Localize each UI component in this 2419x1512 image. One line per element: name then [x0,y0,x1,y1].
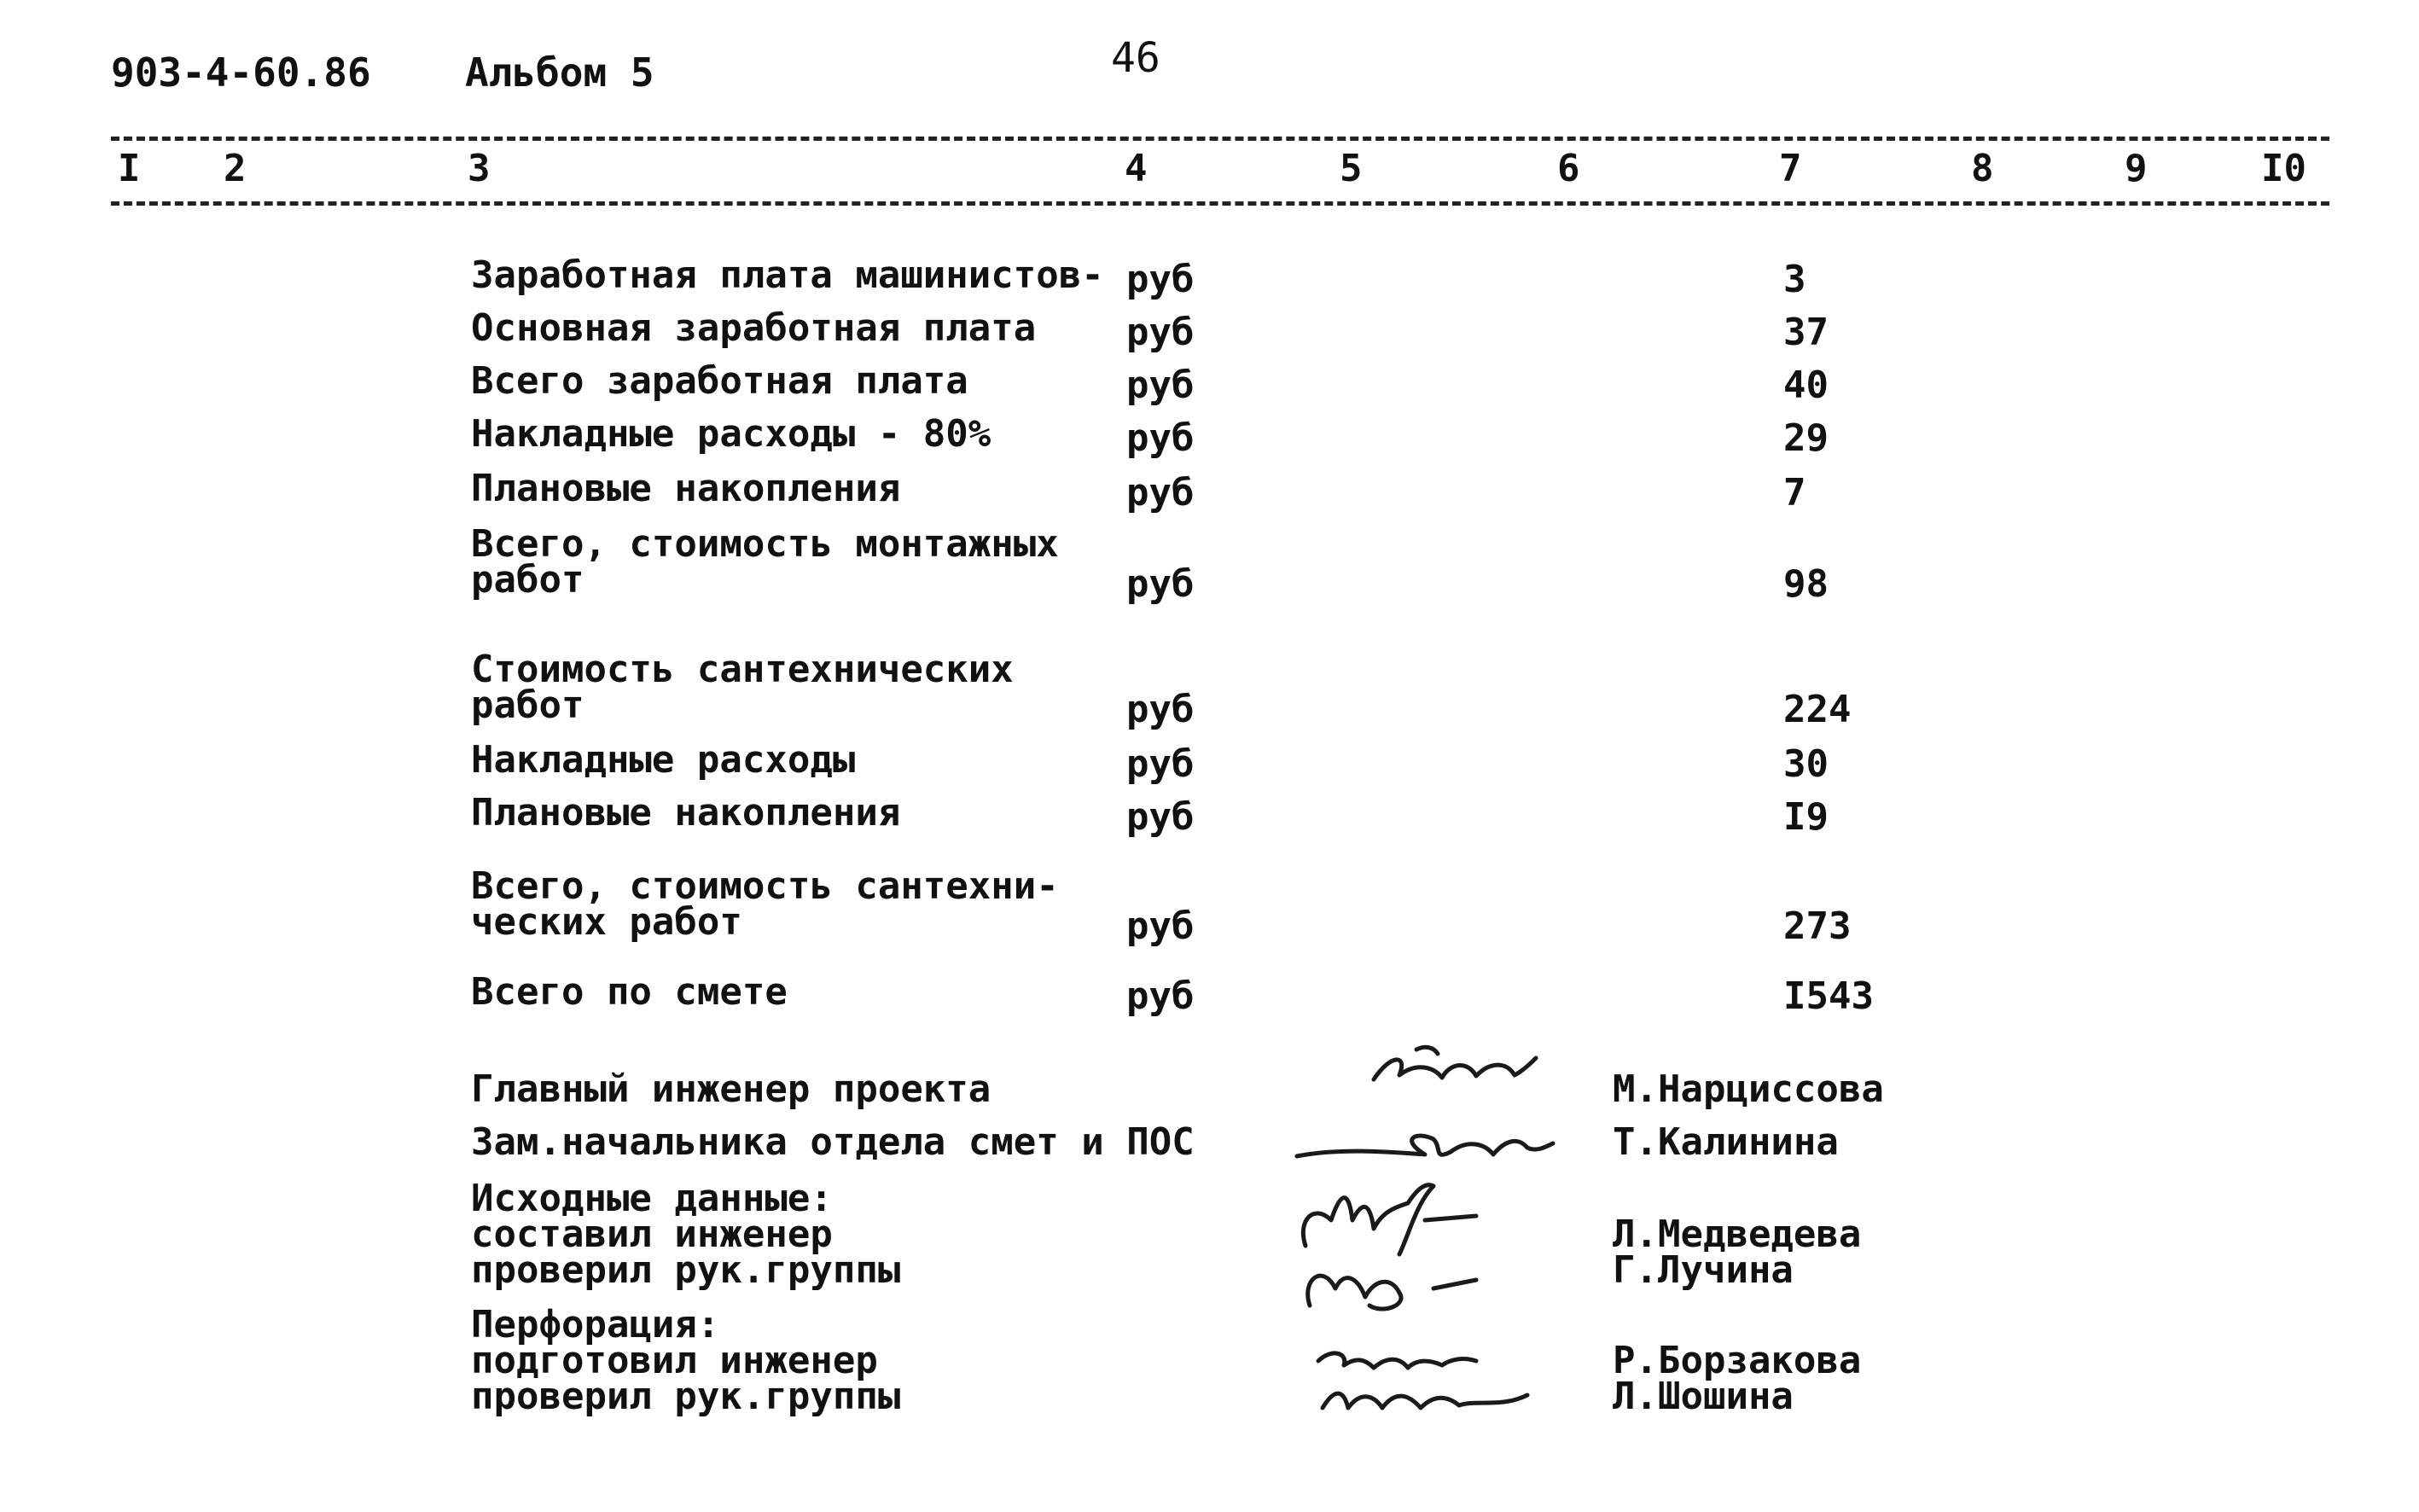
cost-row-label: Всего заработная плата [471,359,968,403]
cost-row-label: Плановые накопления [471,467,901,510]
signature-role: Исходные данные: составил инженер проверил рук.группы [471,1177,901,1292]
signature-names: Л.Медведева Г.Лучина [1613,1213,1862,1292]
cost-row-value: 30 [1783,742,1829,786]
cost-row-value: I543 [1783,974,1874,1018]
cost-row-unit: руб [1126,562,1195,606]
signature-role: Главный инженер проекта [471,1067,991,1111]
signature-role: Зам.начальника отдела смет и ПОС [471,1120,1195,1164]
cost-row-unit: руб [1126,742,1195,786]
cost-row-value: 224 [1783,688,1852,731]
cost-row-value: 3 [1783,258,1806,301]
cost-row-value: 98 [1783,562,1829,606]
cost-row-unit: руб [1126,416,1195,460]
signature-names: М.Нарциссова [1613,1067,1884,1111]
cost-row-label: Накладные расходы - 80% [471,412,991,456]
column-number-8: 8 [1971,147,1994,190]
cost-row-value: 29 [1783,416,1829,460]
column-number-6: 6 [1557,147,1580,190]
page-number: 46 [1111,34,1160,82]
handwritten-signature [1305,1335,1561,1429]
cost-row-label: Всего, стоимость монтажных работ [471,522,1059,602]
cost-row-value: 273 [1783,904,1852,948]
column-number-10: I0 [2261,147,2306,190]
column-number-1: I [118,147,141,190]
document-code: 903-4-60.86 [111,49,371,96]
cost-row-label: Всего, стоимость сантехни- ческих работ [471,864,1059,944]
cost-row-value: 40 [1783,363,1829,407]
column-number-3: 3 [468,147,491,190]
cost-row-unit: руб [1126,311,1195,354]
cost-row-unit: руб [1126,795,1195,839]
cost-row-label: Стоимость сантехнических работ [471,648,1014,727]
signature-names: Р.Борзакова Л.Шошина [1613,1339,1862,1418]
cost-row-unit: руб [1126,471,1195,515]
cost-row-label: Накладные расходы [471,738,856,782]
cost-row-unit: руб [1126,904,1195,948]
cost-row-value: 37 [1783,311,1829,354]
column-number-4: 4 [1125,147,1148,190]
column-number-7: 7 [1779,147,1802,190]
column-number-5: 5 [1340,147,1363,190]
signature-role: Перфорация: подготовил инженер проверил рук.группы [471,1303,901,1418]
cost-row-label: Заработная плата машинистов- [471,253,1104,297]
cost-row-label: Основная заработная плата [471,306,1037,350]
cost-row-value: 7 [1783,471,1806,515]
album-label: Альбом 5 [465,49,654,96]
handwritten-signature [1288,1169,1502,1323]
column-header-bottom-rule [111,201,2329,206]
cost-row-unit: руб [1126,258,1195,301]
cost-row-unit: руб [1126,688,1195,731]
column-header-top-rule [111,137,2329,141]
column-number-9: 9 [2125,147,2148,190]
column-number-2: 2 [224,147,247,190]
cost-row-label: Плановые накопления [471,791,901,835]
handwritten-signature [1365,1037,1544,1105]
cost-row-unit: руб [1126,974,1195,1018]
cost-row-value: I9 [1783,795,1829,839]
cost-row-unit: руб [1126,363,1195,407]
cost-row-label: Всего по смете [471,970,788,1014]
signature-names: Т.Калинина [1613,1120,1839,1164]
